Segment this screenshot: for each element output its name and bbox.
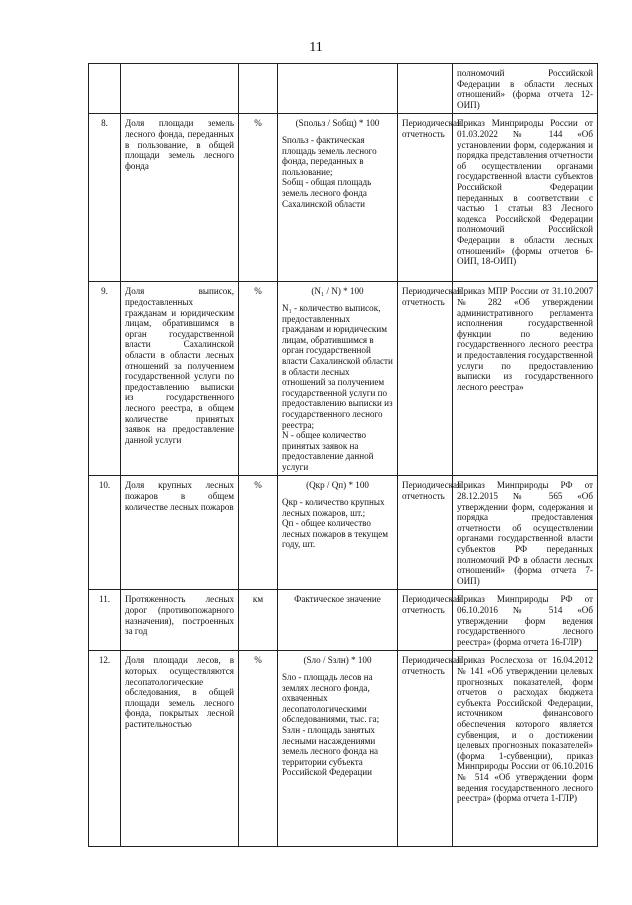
unit: % <box>239 282 278 476</box>
formula: (N₁ / N) * 100 <box>311 286 364 297</box>
unit: % <box>239 114 278 282</box>
formula-description: Qп - общее количество лесных пожаров в текущем году, шт. <box>282 518 389 550</box>
periodicity: Периодическая отчетность <box>398 476 453 590</box>
indicators-table <box>88 63 598 847</box>
formula-description: Sло - площадь лесов на землях лесного фонда, охваченных лесопатологическими обследованиями, тыс. га; <box>282 671 380 725</box>
table-row <box>89 590 598 651</box>
page-number: 11 <box>309 40 323 55</box>
data-source: Приказ Рослесхоза от 16.04.2012 № 141 «Об утверждении целевых прогнозных показателей, форм отчетов о расходах бюджета субъекта Российской Федерации, источником финансового обеспечения которого является субвенция, и о достижении целевых прогнозных показателей» (форма 1-субвенции), приказ Минприроды России от 06.10.2016 № 514 «Об утверждении форм ведения государственного лесного реестра» (форма отчета 1-ГЛР) <box>453 651 598 847</box>
formula-description: Qкр - количество крупных лесных пожаров, шт.; <box>282 497 385 518</box>
data-source: полномочий Российской Федерации в области лесных отношений» (форма отчета 12-ОИП) <box>453 64 598 114</box>
formula-description: N₁ - количество выписок, предоставленных гражданам и юридическим лицам, обратившимся в орган государственной власти Сахалинской области в области лесных отношений за получением государственной услуги по предоставлению выписки из государственного лесного реестра; <box>282 302 393 430</box>
data-source: Приказ МПР России от 31.10.2007 № 282 «Об утверждении административного регламента исполнения государственной функции по ведению государственного лесного реестра и предоставления государственной услуги по предоставлению выписки из государственного лесного реестра» <box>453 282 598 476</box>
formula-cell <box>278 282 398 476</box>
formula-description: Sзлн - площадь занятых лесными насаждениями земель лесного фонда на территории субъекта Российской Федерации <box>282 724 379 778</box>
formula-description: Sпольз - фактическая площадь земель лесного фонда, переданных в пользование; <box>282 134 377 177</box>
formula-cell <box>278 114 398 282</box>
unit <box>239 64 278 114</box>
formula-cell <box>278 651 398 847</box>
indicator-name <box>121 64 239 114</box>
row-number: 8. <box>89 114 121 282</box>
row-number: 9. <box>89 282 121 476</box>
table-row <box>89 282 598 476</box>
table-row <box>89 476 598 590</box>
periodicity: Периодическая отчетность <box>398 282 453 476</box>
formula-cell <box>278 476 398 590</box>
periodicity: Периодическая отчетность <box>398 114 453 282</box>
unit: % <box>239 476 278 590</box>
formula-cell <box>278 590 398 651</box>
indicator-name: Доля площади земель лесного фонда, переданных в пользование, в общей площади земель лесного фонда <box>121 114 239 282</box>
periodicity <box>398 64 453 114</box>
indicator-name: Доля площади лесов, в которых осуществляются лесопатологические обследования, в общей площади земель лесного фонда, покрытых лесной растительностью <box>121 651 239 847</box>
formula: (Sло / Sзлн) * 100 <box>303 655 372 666</box>
data-source: Приказ Минприроды РФ от 06.10.2016 № 514 «Об утверждении форм ведения государственного лесного реестра» (форма отчета 16-ГЛР) <box>453 590 598 651</box>
indicator-name: Доля крупных лесных пожаров в общем количестве лесных пожаров <box>121 476 239 590</box>
row-number: 10. <box>89 476 121 590</box>
formula-description: N - общее количество принятых заявок на предоставление данной услуги <box>282 430 374 472</box>
table-row <box>89 64 598 114</box>
data-source: Приказ Минприроды России от 01.03.2022 № 144 «Об установлении форм, содержания и порядка представления отчетности об осуществлении органами государственной власти субъектов Российской Федерации переданных в соответствии с частью 1 статьи 83 Лесного кодекса Российской Федерации полномочий Российской Федерации в области лесных отношений» (формы отчетов 6-ОИП, 18-ОИП) <box>453 114 598 282</box>
unit: % <box>239 651 278 847</box>
periodicity: Периодическая отчетность <box>398 651 453 847</box>
row-number: 12. <box>89 651 121 847</box>
row-number <box>89 64 121 114</box>
table-row <box>89 114 598 282</box>
formula-description: Sобщ - общая площадь земель лесного фонда Сахалинской области <box>282 177 372 209</box>
formula: Фактическое значение <box>294 594 381 605</box>
formula: (Qкр / Qп) * 100 <box>306 480 369 491</box>
unit: км <box>239 590 278 651</box>
formula: (Sпольз / Sобщ) * 100 <box>295 118 380 129</box>
formula-cell <box>278 64 398 114</box>
data-source: Приказ Минприроды РФ от 28.12.2015 № 565 «Об утверждении форм, содержания и порядка предоставления отчетности об осуществлении органами государственной власти субъектов РФ переданных полномочий РФ в области лесных отношений» (форма отчета 7-ОИП) <box>453 476 598 590</box>
table-row <box>89 651 598 847</box>
indicator-name: Доля выписок, предоставленных гражданам и юридическим лицам, обратившимся в орган государственной власти Сахалинской области в области лесных отношений за получением государственной услуги по предоставлению выписки из государственного лесного реестра, в общем количестве принятых заявок на предоставление данной услуги <box>121 282 239 476</box>
row-number: 11. <box>89 590 121 651</box>
indicator-name: Протяженность лесных дорог (противопожарного назначения), построенных за год <box>121 590 239 651</box>
periodicity: Периодическая отчетность <box>398 590 453 651</box>
